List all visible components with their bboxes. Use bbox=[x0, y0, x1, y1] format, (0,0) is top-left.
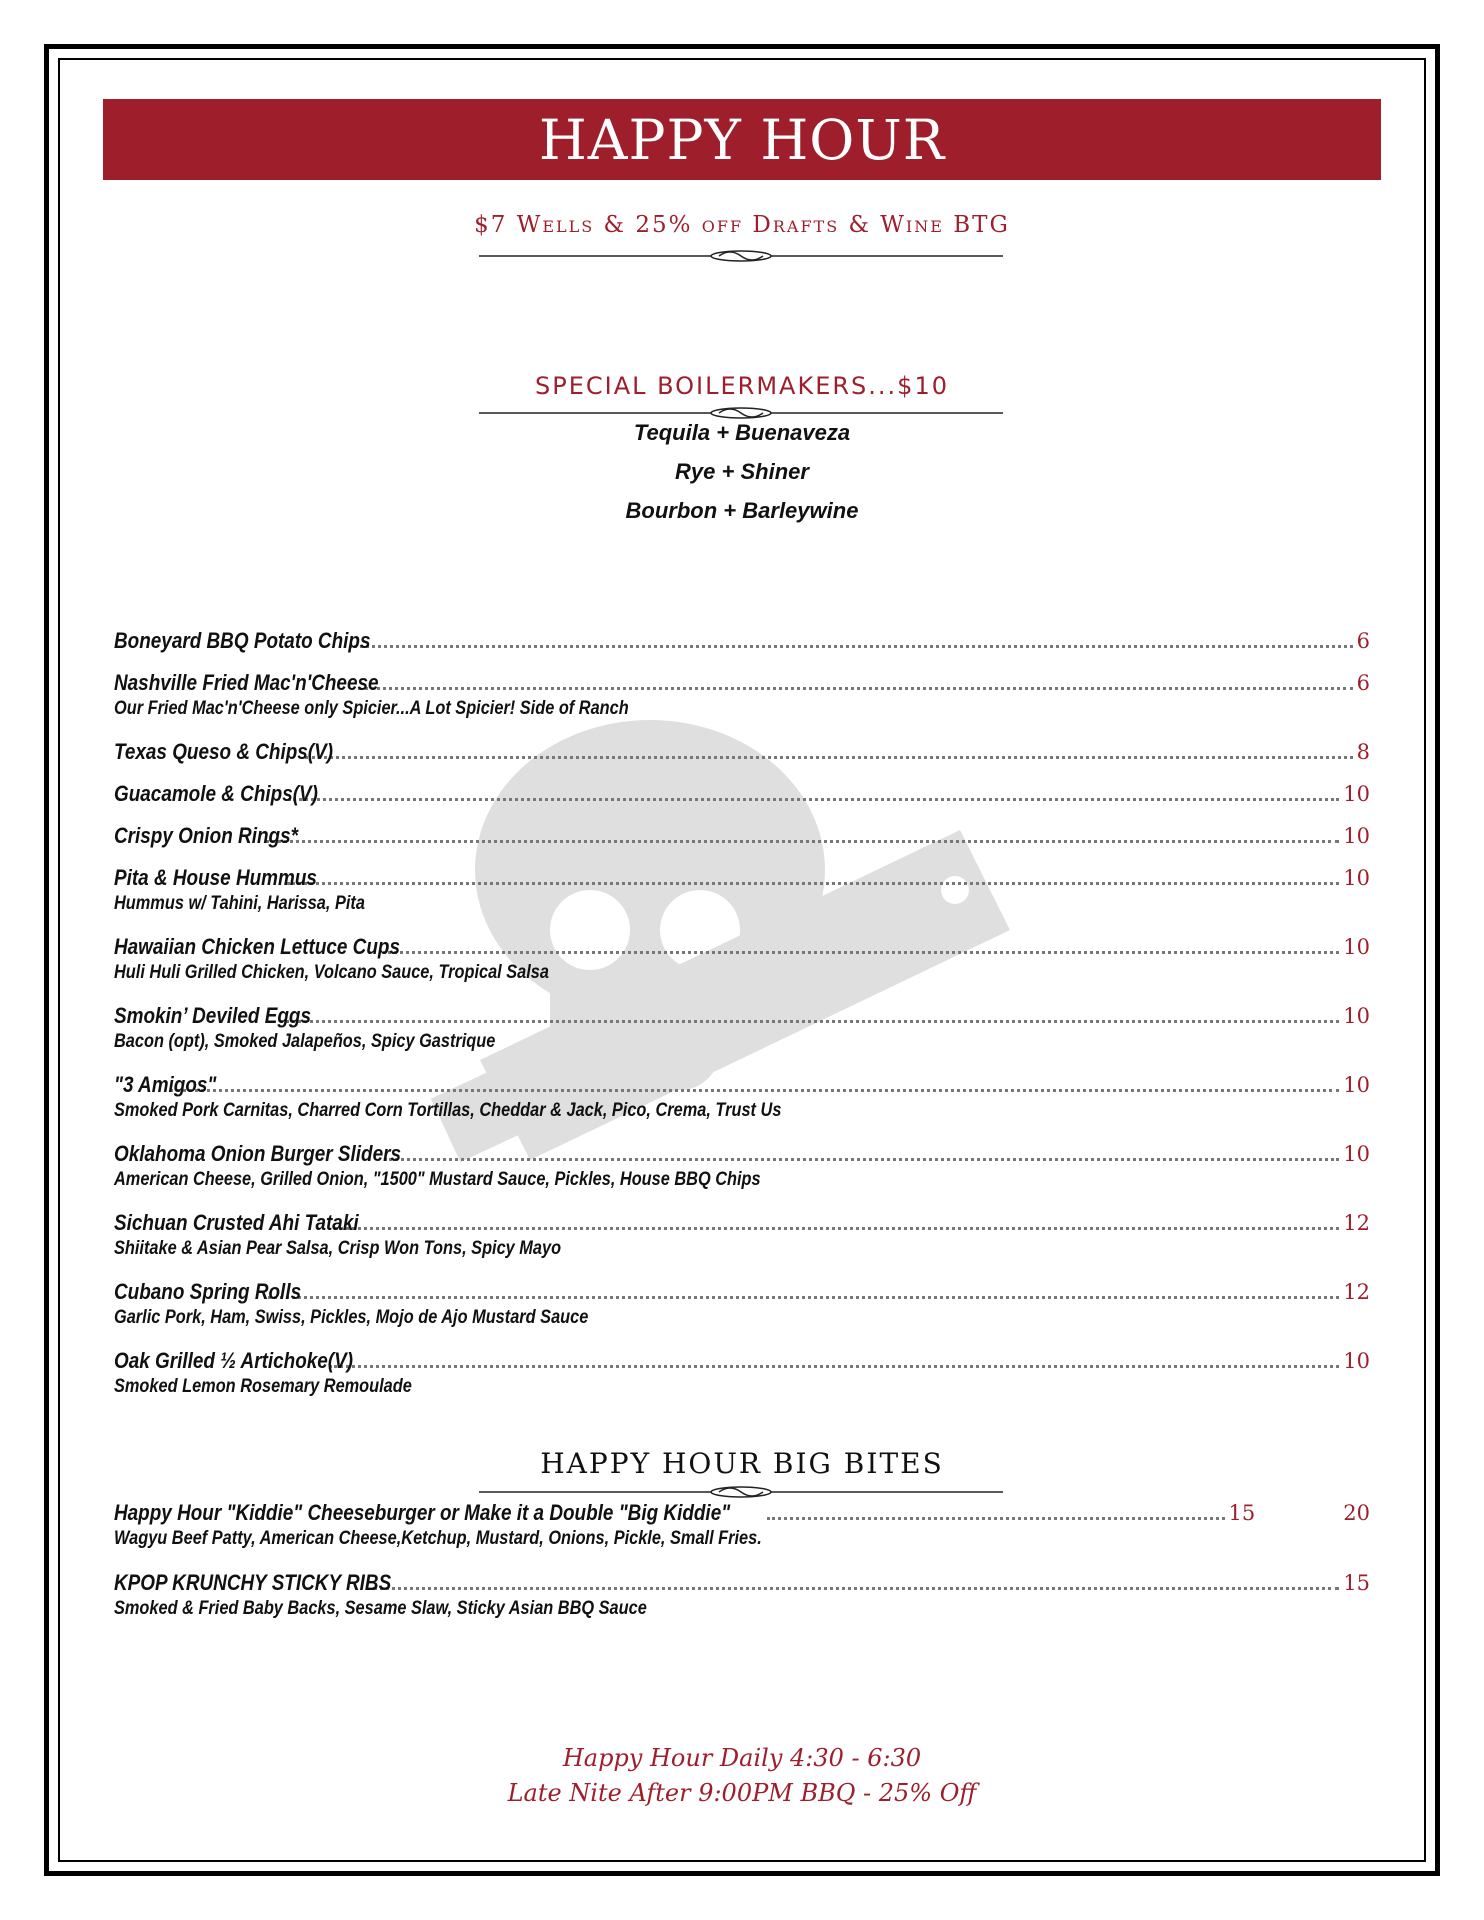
item-name: Texas Queso & Chips(V) bbox=[114, 739, 334, 764]
boilermaker-item: Rye + Shiner bbox=[675, 459, 809, 484]
menu-item bbox=[114, 1348, 1370, 1398]
item-price: 10 bbox=[1343, 1004, 1370, 1028]
big-bite-item bbox=[114, 1500, 1370, 1550]
item-name: Crispy Onion Rings* bbox=[114, 823, 298, 848]
item-name: Oklahoma Onion Burger Sliders bbox=[114, 1141, 402, 1166]
big-bites-title: HAPPY HOUR BIG BITES bbox=[540, 1447, 944, 1480]
happy-hour-times: Happy Hour Daily 4:30 - 6:30 bbox=[562, 1744, 922, 1772]
dot-leader bbox=[358, 687, 1352, 690]
dot-leader bbox=[384, 1158, 1339, 1161]
boilermaker-item: Bourbon + Barleywine bbox=[625, 498, 859, 523]
item-description: Smoked & Fried Baby Backs, Sesame Slaw, Sticky Asian BBQ Sauce bbox=[114, 1598, 647, 1619]
page-title: HAPPY HOUR bbox=[103, 99, 1381, 180]
item-description: Wagyu Beef Patty, American Cheese,Ketchup, Mustard, Onions, Pickle, Small Fries. bbox=[114, 1528, 762, 1549]
item-price: 6 bbox=[1356, 671, 1370, 695]
item-price: 10 bbox=[1343, 1349, 1370, 1373]
item-description: Smoked Pork Carnitas, Charred Corn Tortillas, Cheddar & Jack, Pico, Crema, Trust Us bbox=[114, 1100, 782, 1121]
menu-item bbox=[114, 1072, 1370, 1122]
dot-leader bbox=[288, 798, 1339, 801]
item-price: 8 bbox=[1356, 740, 1370, 764]
menu-item bbox=[114, 1003, 1370, 1053]
item-price: 6 bbox=[1356, 629, 1370, 653]
late-nite-special: Late Nite After 9:00PM BBQ - 25% Off bbox=[507, 1779, 977, 1807]
boilermaker-item: Tequila + Buenaveza bbox=[633, 420, 851, 445]
item-price: 15 bbox=[1343, 1571, 1370, 1595]
dot-leader bbox=[349, 645, 1353, 648]
item-price: 10 bbox=[1343, 866, 1370, 890]
item-price: 10 bbox=[1343, 782, 1370, 806]
menu-item bbox=[114, 670, 1370, 720]
item-description: Our Fried Mac'n'Cheese only Spicier...A Lot Spicier! Side of Ranch bbox=[114, 698, 629, 719]
dot-leader bbox=[265, 840, 1340, 843]
item-name: Oak Grilled ½ Artichoke(V) bbox=[114, 1348, 354, 1373]
dot-leader bbox=[373, 1587, 1339, 1590]
item-price: 12 bbox=[1343, 1211, 1370, 1235]
dot-leader bbox=[329, 1365, 1340, 1368]
dot-leader bbox=[335, 1227, 1339, 1230]
ornamental-divider bbox=[479, 407, 1003, 419]
dot-leader bbox=[383, 951, 1339, 954]
dot-leader bbox=[305, 756, 1352, 759]
item-name: Sichuan Crusted Ahi Tataki bbox=[114, 1210, 359, 1235]
item-price: 10 bbox=[1343, 935, 1370, 959]
item-name: Smokin’ Deviled Eggs bbox=[114, 1003, 311, 1028]
item-name: Hawaiian Chicken Lettuce Cups bbox=[114, 934, 400, 959]
item-description: American Cheese, Grilled Onion, "1500" Mustard Sauce, Pickles, House BBQ Chips bbox=[114, 1169, 761, 1190]
item-name: Boneyard BBQ Potato Chips bbox=[114, 628, 371, 653]
item-description: Bacon (opt), Smoked Jalapeños, Spicy Gastrique bbox=[114, 1031, 496, 1052]
ornamental-divider bbox=[479, 250, 1003, 262]
item-description: Hummus w/ Tahini, Harissa, Pita bbox=[114, 893, 365, 914]
item-name: Cubano Spring Rolls bbox=[114, 1279, 302, 1304]
dot-leader bbox=[268, 1296, 1339, 1299]
menu-item bbox=[114, 628, 1370, 654]
menu-item bbox=[114, 1141, 1370, 1191]
item-description: Garlic Pork, Ham, Swiss, Pickles, Mojo de Ajo Mustard Sauce bbox=[114, 1307, 589, 1328]
item-name: Pita & House Hummus bbox=[114, 865, 317, 890]
item-price: 12 bbox=[1343, 1280, 1370, 1304]
boilermakers-title: SPECIAL BOILERMAKERS...$10 bbox=[535, 372, 949, 400]
dot-leader bbox=[170, 1089, 1340, 1092]
item-name: KPOP KRUNCHY STICKY RIBS bbox=[114, 1570, 392, 1595]
dot-leader bbox=[767, 1517, 1224, 1520]
item-price: 10 bbox=[1343, 1142, 1370, 1166]
item-description: Huli Huli Grilled Chicken, Volcano Sauce, Tropical Salsa bbox=[114, 962, 549, 983]
item-name: Happy Hour "Kiddie" Cheeseburger or Make it a Double "Big Kiddie" bbox=[114, 1500, 731, 1525]
item-name: Nashville Fried Mac'n'Cheese bbox=[114, 670, 379, 695]
dot-leader bbox=[287, 882, 1340, 885]
item-price: 10 bbox=[1343, 824, 1370, 848]
ornamental-divider bbox=[479, 1486, 1003, 1498]
item-description: Smoked Lemon Rosemary Remoulade bbox=[114, 1376, 412, 1397]
menu-item bbox=[114, 934, 1370, 984]
item-description: Shiitake & Asian Pear Salsa, Crisp Won Tons, Spicy Mayo bbox=[114, 1238, 562, 1259]
item-price: 15 bbox=[1228, 1501, 1256, 1525]
happy-hour-drink-specials: $7 Wells & 25% off Drafts & Wine BTG bbox=[474, 212, 1010, 238]
menu-item bbox=[114, 739, 1370, 765]
item-name: Guacamole & Chips(V) bbox=[114, 781, 318, 806]
menu-item bbox=[114, 1210, 1370, 1260]
dot-leader bbox=[280, 1020, 1340, 1023]
menu-item bbox=[114, 865, 1370, 915]
menu-item bbox=[114, 781, 1370, 807]
item-price-double: 20 bbox=[1343, 1501, 1370, 1525]
menu-item bbox=[114, 823, 1370, 849]
big-bite-item bbox=[114, 1570, 1370, 1620]
menu-item bbox=[114, 1279, 1370, 1329]
item-price: 10 bbox=[1343, 1073, 1370, 1097]
item-name: "3 Amigos" bbox=[114, 1072, 217, 1097]
